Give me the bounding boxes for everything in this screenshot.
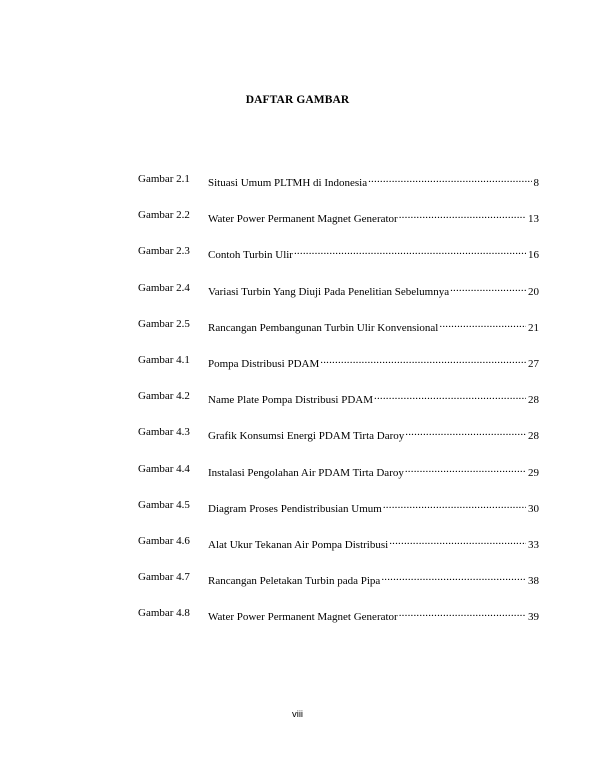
figure-label: Gambar 2.1 [138, 173, 190, 185]
figure-caption: Rancangan Pembangunan Turbin Ulir Konvensional [208, 321, 439, 334]
figure-page-number: 13 [528, 213, 539, 226]
figure-entry-line [208, 498, 539, 516]
figure-label: Gambar 2.5 [138, 317, 190, 330]
toc-entry[interactable] [138, 459, 539, 495]
dot-leader [383, 498, 526, 512]
figure-entry-line [208, 462, 539, 480]
figure-page-number: 28 [528, 430, 539, 443]
figure-caption: Variasi Turbin Yang Diuji Pada Penelitian Sebelumnya [208, 285, 450, 298]
figure-label: Gambar 2.2 [138, 209, 190, 222]
figure-caption: Rancangan Peletakan Turbin pada Pipa [208, 575, 381, 588]
dot-leader [374, 389, 526, 403]
figure-list [138, 169, 539, 639]
figure-entry-line [208, 244, 539, 262]
dot-leader [381, 570, 526, 584]
figure-caption: Contoh Turbin Ulir [208, 249, 293, 262]
dot-leader [399, 606, 526, 620]
toc-entry[interactable] [138, 603, 539, 639]
dot-leader [399, 208, 526, 222]
figure-page-number: 30 [528, 502, 539, 515]
figure-label: Gambar 4.5 [138, 498, 190, 511]
toc-entry[interactable] [138, 169, 539, 205]
toc-entry[interactable] [138, 314, 539, 350]
page-number-footer: viii [291, 709, 304, 720]
figure-caption: Pompa Distribusi PDAM [208, 357, 320, 370]
figure-page-number: 39 [528, 611, 539, 624]
figure-label: Gambar 2.4 [138, 281, 190, 294]
figure-entry-line [208, 606, 539, 624]
figure-label: Gambar 4.8 [138, 607, 190, 620]
figure-caption: Alat Ukur Tekanan Air Pompa Distribusi [208, 538, 389, 551]
figure-entry-line [208, 389, 539, 407]
dot-leader [320, 353, 526, 367]
toc-entry[interactable] [138, 531, 539, 567]
toc-entry[interactable] [138, 278, 539, 314]
dot-leader [450, 281, 526, 295]
figure-label: Gambar 4.1 [138, 353, 190, 366]
figure-page-number: 27 [528, 357, 539, 370]
figure-caption: Water Power Permanent Magnet Generator [208, 213, 398, 226]
figure-caption: Water Power Permanent Magnet Generator [208, 611, 398, 624]
figure-entry-line [208, 353, 539, 371]
figure-label: Gambar 2.3 [138, 245, 190, 258]
dot-leader [368, 172, 531, 186]
dot-leader [405, 425, 526, 439]
figure-entry-line [208, 208, 539, 226]
toc-entry[interactable] [138, 241, 539, 277]
toc-entry[interactable] [138, 350, 539, 386]
figure-caption: Diagram Proses Pendistribusian Umum [208, 502, 382, 515]
dot-leader [439, 317, 526, 331]
toc-entry[interactable] [138, 495, 539, 531]
figure-entry-line [208, 534, 539, 552]
figure-caption: Situasi Umum PLTMH di Indonesia [208, 177, 368, 189]
figure-page-number: 33 [528, 538, 539, 551]
toc-entry[interactable] [138, 386, 539, 422]
figure-entry-line [208, 172, 539, 190]
toc-entry[interactable] [138, 422, 539, 458]
dot-leader [405, 462, 526, 476]
figure-page-number: 21 [528, 321, 539, 334]
figure-label: Gambar 4.4 [138, 462, 190, 475]
figure-page-number: 29 [528, 466, 539, 479]
toc-entry[interactable] [138, 205, 539, 241]
dot-leader [294, 244, 526, 258]
figure-page-number: 38 [528, 575, 539, 588]
figure-label: Gambar 4.7 [138, 571, 190, 584]
figure-label: Gambar 4.3 [138, 426, 190, 439]
dot-leader [389, 534, 526, 548]
figure-caption: Name Plate Pompa Distribusi PDAM [208, 394, 373, 407]
figure-label: Gambar 4.6 [138, 534, 190, 547]
figure-entry-line [208, 425, 539, 443]
figure-page-number: 20 [528, 285, 539, 298]
figure-caption: Instalasi Pengolahan Air PDAM Tirta Daroy [208, 466, 404, 479]
figure-page-number: 16 [528, 249, 539, 262]
figure-entry-line [208, 317, 539, 335]
figure-entry-line [208, 281, 539, 299]
figure-page-number: 8 [533, 177, 539, 189]
toc-entry[interactable] [138, 567, 539, 603]
figure-caption: Grafik Konsumsi Energi PDAM Tirta Daroy [208, 430, 405, 443]
page-title: DAFTAR GAMBAR [245, 94, 350, 106]
figure-entry-line [208, 570, 539, 588]
figure-page-number: 28 [528, 394, 539, 407]
figure-label: Gambar 4.2 [138, 390, 190, 403]
